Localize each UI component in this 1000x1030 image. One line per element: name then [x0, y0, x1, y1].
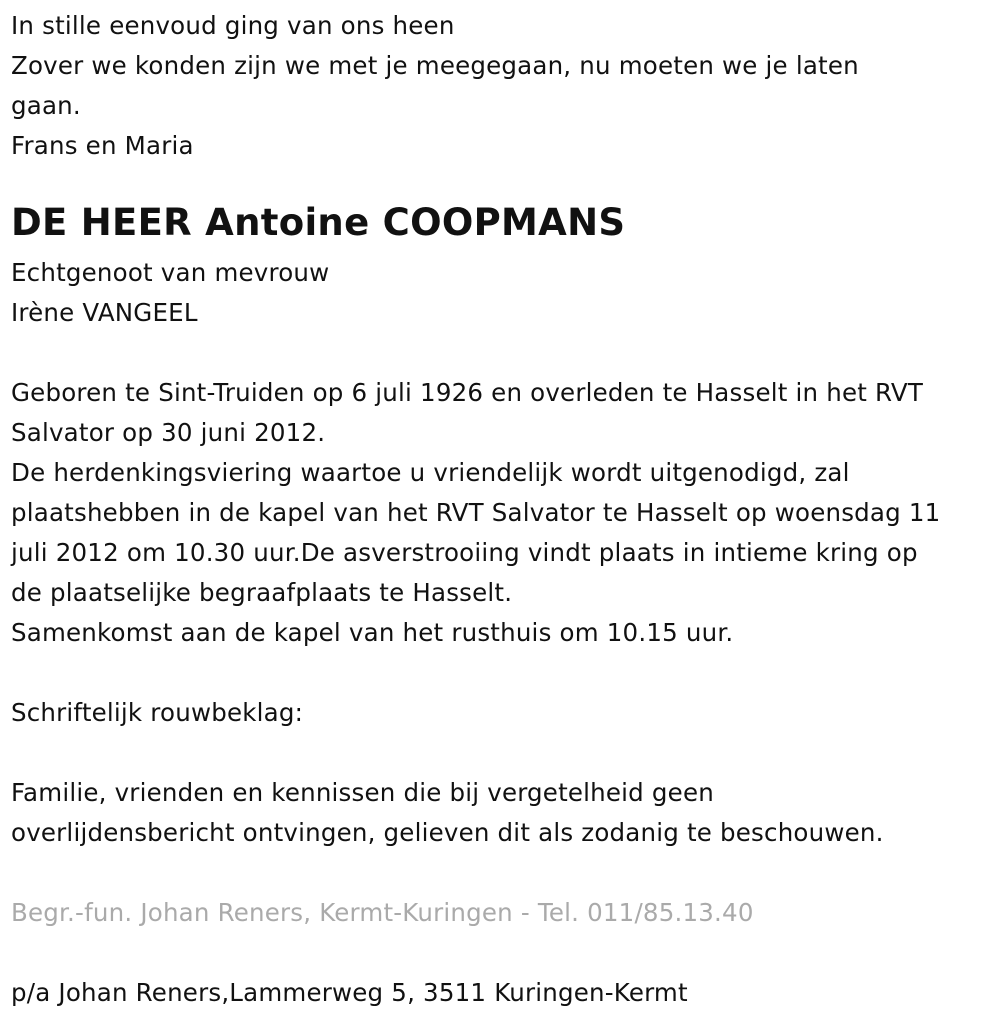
condolences-label: Schriftelijk rouwbeklag: [11, 698, 304, 727]
intro-line: In stille eenvoud ging van ons heen [11, 11, 455, 40]
signers: Frans en Maria [11, 131, 194, 160]
intro-line: Zover we konden zijn we met je meegegaan, nu moeten we je laten [11, 51, 859, 80]
details-line: plaatshebben in de kapel van het RVT Salvator te Hasselt op woensdag 11 [11, 498, 941, 527]
spacer [11, 333, 996, 373]
intro-line: gaan. [11, 91, 81, 120]
spacer [11, 853, 996, 893]
details-line: Salvator op 30 juni 2012. [11, 418, 326, 447]
spacer [11, 733, 996, 773]
obituary-notice [11, 6, 996, 1013]
relation-text: Echtgenoot van mevrouw [11, 258, 330, 287]
details-line: juli 2012 om 10.30 uur.De asverstrooiing vindt plaats in intieme kring op [11, 538, 918, 567]
spacer [11, 933, 996, 973]
funeral-director: Begr.-fun. Johan Reners, Kermt-Kuringen - Tel. 011/85.13.40 [11, 898, 754, 927]
details-line: de plaatselijke begraafplaats te Hasselt. [11, 578, 513, 607]
details-line: De herdenkingsviering waartoe u vriendelijk wordt uitgenodigd, zal [11, 458, 850, 487]
notice-line: overlijdensbericht ontvingen, gelieven dit als zodanig te beschouwen. [11, 818, 884, 847]
details-line: Geboren te Sint-Truiden op 6 juli 1926 en overleden te Hasselt in het RVT [11, 378, 924, 407]
spacer [11, 653, 996, 693]
notice-line: Familie, vrienden en kennissen die bij vergetelheid geen [11, 778, 714, 807]
spouse-name: Irène VANGEEL [11, 298, 198, 327]
deceased-name: DE HEER Antoine COOPMANS [11, 201, 626, 244]
details-line: Samenkomst aan de kapel van het rusthuis om 10.15 uur. [11, 618, 734, 647]
contact-address: p/a Johan Reners,Lammerweg 5, 3511 Kuringen-Kermt [11, 978, 688, 1007]
